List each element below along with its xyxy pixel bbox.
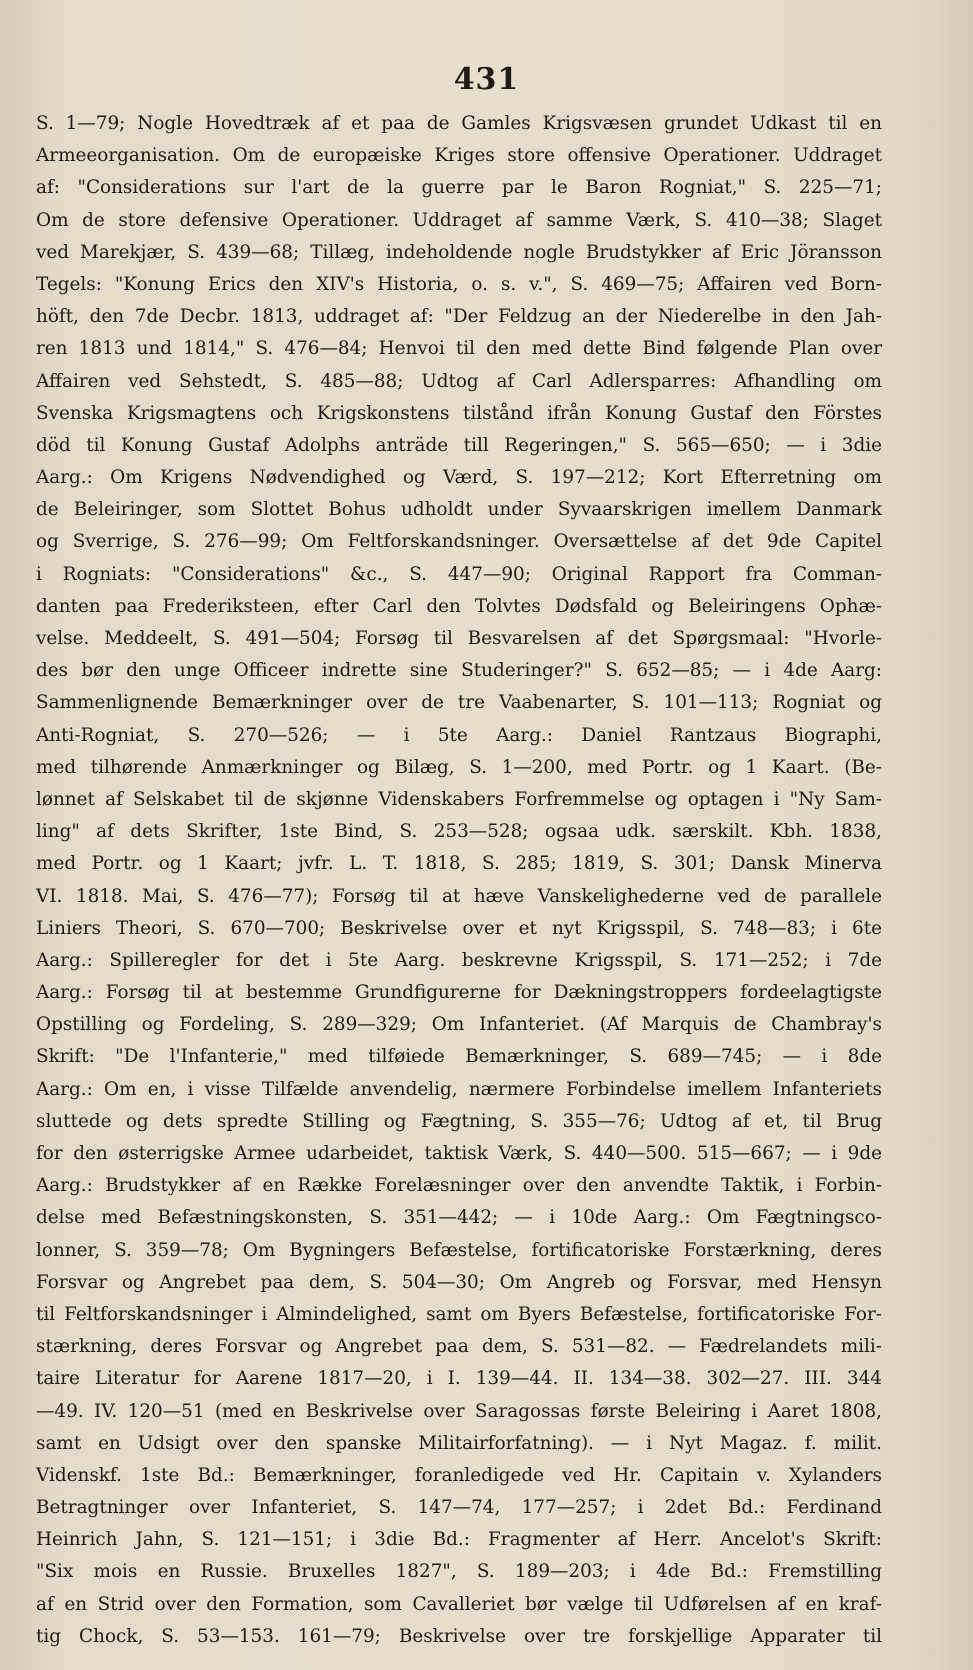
text-line: Betragtninger over Infanteriet, S. 147—74, 177—257; i 2det Bd.: Ferdinand	[36, 1497, 882, 1519]
text-line: Anti-Rogniat, S. 270—526; — i 5te Aarg.: Daniel Rantzaus Biographi,	[36, 724, 882, 746]
text-line: Opstilling og Fordeling, S. 289—329; Om Infanteriet. (Af Marquis de Chambray's	[36, 1014, 882, 1036]
text-line: höft, den 7de Decbr. 1813, uddraget af: "Der Feldzug an der Niederelbe in den Jah-	[36, 306, 882, 328]
text-line: for den østerrigske Armee udarbeidet, taktisk Værk, S. 440—500. 515—667; — i 9de	[36, 1143, 882, 1164]
text-line: delse med Befæstningskonsten, S. 351—442; — i 10de Aarg.: Om Fægtningsco-	[36, 1207, 882, 1229]
text-line: af en Strid over den Formation, som Cavalleriet bør vælge til Udførelsen af en kraf-	[36, 1593, 882, 1615]
text-line: danten paa Frederiksteen, efter Carl den Tolvtes Dødsfald og Beleiringens Ophæ-	[36, 595, 882, 617]
text-line: Heinrich Jahn, S. 121—151; i 3die Bd.: Fragmenter af Herr. Ancelot's Skrift:	[36, 1529, 882, 1551]
text-line: Skrift: "De l'Infanterie," med tilføiede Bemærkninger, S. 689—745; — i 8de	[36, 1046, 882, 1068]
text-line: Forsvar og Angrebet paa dem, S. 504—30; Om Angreb og Forsvar, med Hensyn	[36, 1271, 882, 1293]
text-line: Aarg.: Brudstykker af en Række Forelæsninger over den anvendte Taktik, i Forbin-	[36, 1175, 882, 1197]
text-line: ling" af dets Skrifter, 1ste Bind, S. 253—528; ogsaa udk. særskilt. Kbh. 1838,	[36, 821, 882, 843]
text-line: —49. IV. 120—51 (med en Beskrivelse over Saragossas første Beleiring i Aaret 1808,	[36, 1400, 882, 1422]
text-line: ren 1813 und 1814," S. 476—84; Henvoi til den med dette Bind følgende Plan over	[36, 338, 882, 360]
body-text	[36, 108, 882, 1653]
text-line: Aarg.: Om Krigens Nødvendighed og Værd, S. 197—212; Kort Efterretning om	[36, 467, 882, 489]
text-line: taire Literatur for Aarene 1817—20, i I. 139—44. II. 134—38. 302—27. III. 344	[36, 1368, 882, 1390]
text-line: Aarg.: Om en, i visse Tilfælde anvendelig, nærmere Forbindelse imellem Infanteriets	[36, 1078, 882, 1100]
text-line: S. 1—79; Nogle Hovedtræk af et paa de Gamles Krigsvæsen grundet Udkast til en	[36, 113, 882, 134]
text-line: til Feltforskandsninger i Almindelighed, samt om Byers Befæstelse, fortificatoriske For-	[36, 1303, 882, 1325]
text-line: död til Konung Gustaf Adolphs anträde till Regeringen," S. 565—650; — i 3die	[36, 434, 882, 456]
text-line: Om de store defensive Operationer. Uddraget af samme Værk, S. 410—38; Slaget	[36, 209, 882, 231]
text-line: ved Marekjær, S. 439—68; Tillæg, indeholdende nogle Brudstykker af Eric Jöransson	[36, 241, 882, 263]
text-line: Tegels: "Konung Erics den XIV's Historia, o. s. v.", S. 469—75; Affairen ved Born-	[36, 273, 882, 295]
text-line: Svenska Krigsmagtens och Krigskonstens tilstånd ifrån Konung Gustaf den Förstes	[36, 402, 882, 424]
text-line: VI. 1818. Mai, S. 476—77); Forsøg til at hæve Vanskelighederne ved de parallele	[36, 885, 882, 907]
text-line: samt en Udsigt over den spanske Militairforfatning). — i Nyt Magaz. f. milit.	[36, 1432, 882, 1454]
text-line: med tilhørende Anmærkninger og Bilæg, S. 1—200, med Portr. og 1 Kaart. (Be-	[36, 756, 882, 778]
text-line: Videnskf. 1ste Bd.: Bemærkninger, foranledigede ved Hr. Capitain v. Xylanders	[36, 1464, 882, 1486]
text-line: Aarg.: Forsøg til at bestemme Grundfigurerne for Dækningstroppers fordeelagtigste	[36, 982, 882, 1004]
text-line: i Rogniats: "Considerations" &c., S. 447—90; Original Rapport fra Comman-	[36, 563, 882, 585]
text-line: og Sverrige, S. 276—99; Om Feltforskandsninger. Oversættelse af det 9de Capitel	[36, 531, 882, 553]
text-line: lonner, S. 359—78; Om Bygningers Befæstelse, fortificatoriske Forstærkning, deres	[36, 1239, 882, 1261]
text-line: Armeeorganisation. Om de europæiske Kriges store offensive Operationer. Uddraget	[36, 145, 882, 167]
text-line: Affairen ved Sehstedt, S. 485—88; Udtog af Carl Adlersparres: Afhandling om	[36, 370, 882, 392]
text-line: Sammenlignende Bemærkninger over de tre Vaabenarter, S. 101—113; Rogniat og	[36, 692, 882, 714]
text-line: stærkning, deres Forsvar og Angrebet paa dem, S. 531—82. — Fædrelandets mili-	[36, 1336, 882, 1358]
text-line: de Beleiringer, som Slottet Bohus udholdt under Syvaarskrigen imellem Danmark	[36, 499, 882, 521]
text-line: lønnet af Selskabet til de skjønne Videnskabers Forfremmelse og optagen i "Ny Sam-	[36, 788, 882, 810]
text-line: Liniers Theori, S. 670—700; Beskrivelse over et nyt Krigsspil, S. 748—83; i 6te	[36, 917, 882, 939]
page-number: 431	[453, 62, 520, 97]
text-line: velse. Meddeelt, S. 491—504; Forsøg til Besvarelsen af det Spørgsmaal: "Hvorle-	[36, 628, 882, 649]
text-line: des bør den unge Officeer indrette sine Studeringer?" S. 652—85; — i 4de Aarg:	[36, 660, 882, 682]
text-line: Aarg.: Spilleregler for det i 5te Aarg. beskrevne Krigsspil, S. 171—252; i 7de	[36, 949, 882, 971]
text-line: af: "Considerations sur l'art de la guerre par le Baron Rogniat," S. 225—71;	[36, 177, 882, 199]
text-line: sluttede og dets spredte Stilling og Fægtning, S. 355—76; Udtog af et, til Brug	[36, 1110, 882, 1132]
text-line: "Six mois en Russie. Bruxelles 1827", S. 189—203; i 4de Bd.: Fremstilling	[36, 1561, 882, 1583]
text-line: med Portr. og 1 Kaart; jvfr. L. T. 1818, S. 285; 1819, S. 301; Dansk Minerva	[36, 853, 882, 875]
text-line: tig Chock, S. 53—153. 161—79; Beskrivelse over tre forskjellige Apparater til	[36, 1625, 882, 1647]
